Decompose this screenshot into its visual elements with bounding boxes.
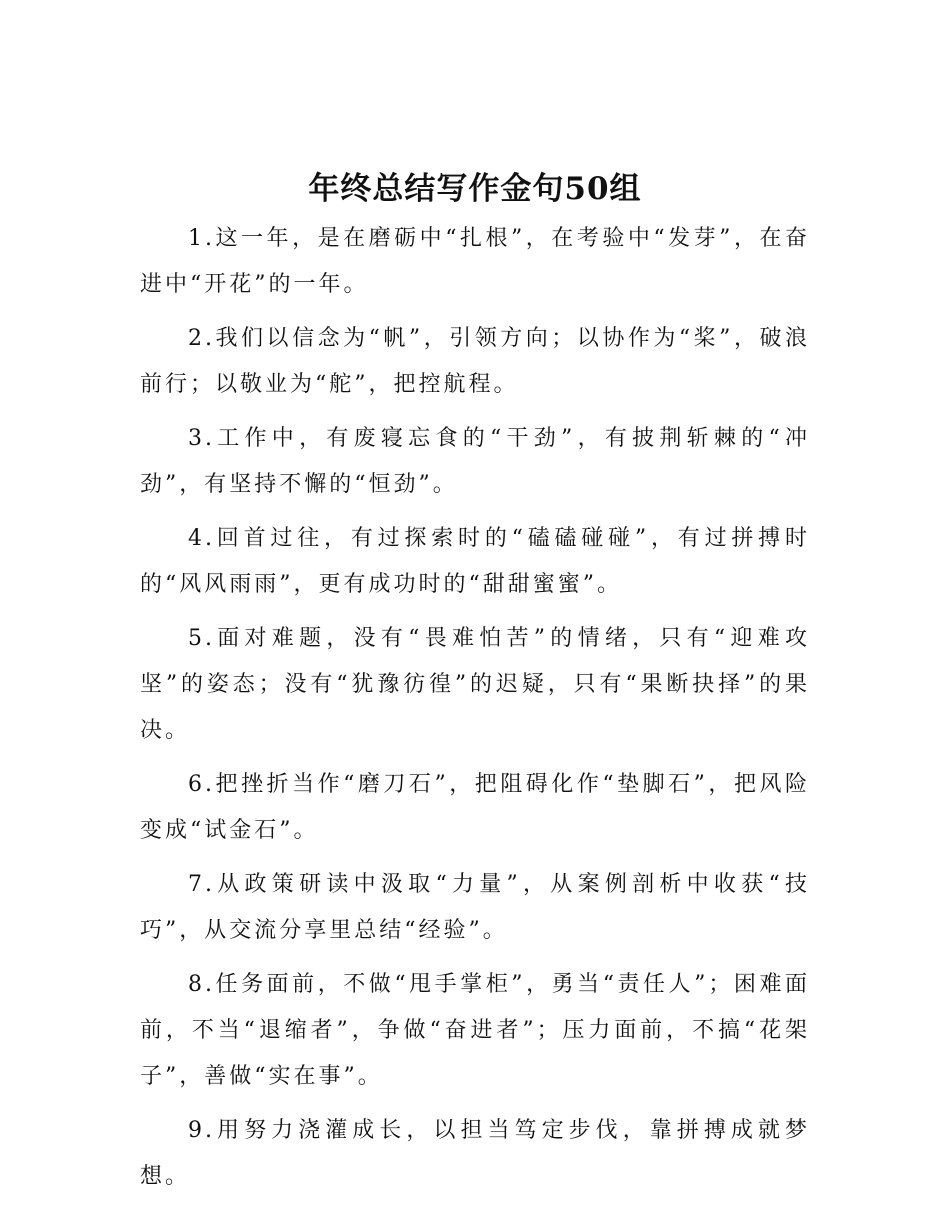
paragraph-1: 1.这一年，是在磨砺中“扎根”，在考验中“发芽”，在奋进中“开花”的一年。 xyxy=(140,226,810,297)
paragraph-2: 2.我们以信念为“帆”，引领方向；以协作为“桨”，破浪前行；以敬业为“舵”，把控航程。 xyxy=(140,326,810,397)
paragraph-3: 3.工作中，有废寝忘食的“干劲”，有披荆斩棘的“冲劲”，有坚持不懈的“恒劲”。 xyxy=(140,426,810,497)
paragraph-4: 4.回首过往，有过探索时的“磕磕碰碰”，有过拼搏时的“风风雨雨”，更有成功时的“甜甜蜜蜜”。 xyxy=(140,526,810,597)
document-title: 年终总结写作金句50组 xyxy=(308,171,642,207)
paragraph-8: 8.任务面前，不做“甩手掌柜”，勇当“责任人”；困难面前，不当“退缩者”，争做“奋进者”；压力面前，不搞“花架子”，善做“实在事”。 xyxy=(140,972,810,1089)
paragraph-7: 7.从政策研读中汲取“力量”，从案例剖析中收获“技巧”，从交流分享里总结“经验”。 xyxy=(140,872,810,943)
paragraph-5: 5.面对难题，没有“畏难怕苦”的情绪，只有“迎难攻坚”的姿态；没有“犹豫彷徨”的迟疑，只有“果断抉择”的果决。 xyxy=(140,626,810,743)
paragraph-9: 9.用努力浇灌成长，以担当笃定步伐，靠拼搏成就梦想。 xyxy=(140,1118,810,1189)
paragraph-6: 6.把挫折当作“磨刀石”，把阻碍化作“垫脚石”，把风险变成“试金石”。 xyxy=(140,772,810,843)
